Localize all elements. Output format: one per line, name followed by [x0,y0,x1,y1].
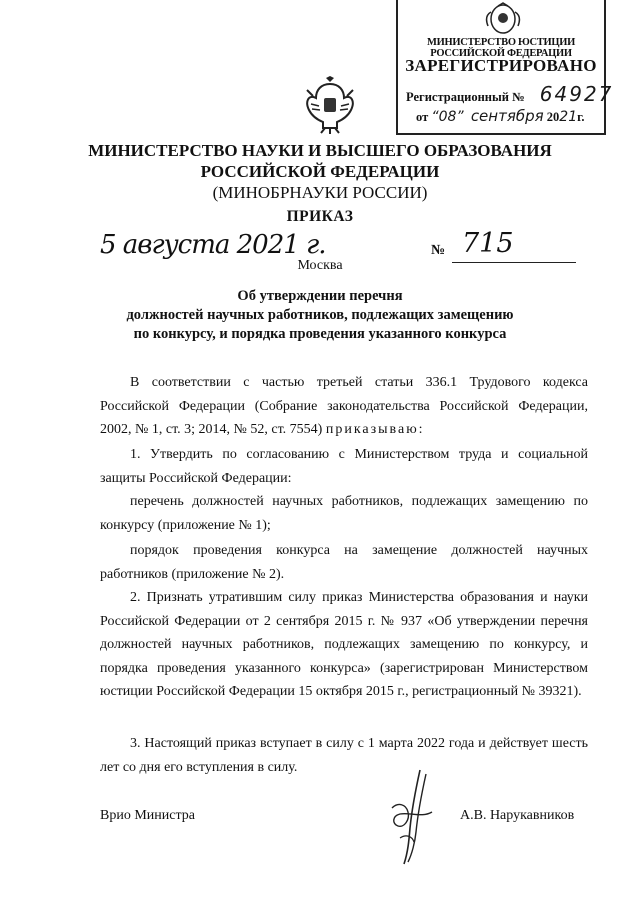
header-line1: МИНИСТЕРСТВО НАУКИ И ВЫСШЕГО ОБРАЗОВАНИЯ [88,141,552,160]
body-p3: 3. Настоящий приказ вступает в силу с 1 марта 2022 года и действует шесть лет со дня его вступления в силу. [100,736,588,775]
doc-type: ПРИКАЗ [286,208,354,225]
stamp-date-month: сентября [470,107,544,125]
stamp-registered: ЗАРЕГИСТРИРОВАНО [405,56,597,75]
stamp-date-line [416,107,585,125]
body-intro [100,371,588,442]
header-line3: (МИНОБРНАУКИ РОССИИ) [212,183,428,202]
intro-text: В соответствии с частью третьей статьи 336.1 Трудового кодекса Российской Федерации (Собрание законодательства Российской Федерации, 2002, № 1, ст. 3; 2014, № 52, ст. 7554) [100,375,588,437]
coat-of-arms-icon [480,2,526,36]
stamp-date-suffix: г. [577,110,585,124]
order-city: Москва [297,258,343,273]
header-line2: РОССИЙСКОЙ ФЕДЕРАЦИИ [200,162,440,181]
stamp-reg-line [406,82,613,106]
double-headed-eagle-icon [303,76,357,134]
signatory-position: Врио Министра [100,808,195,823]
stamp-reg-number: 64927 [539,82,614,106]
order-number-label: № [431,243,446,258]
intro-verb: приказываю: [325,422,425,437]
signatory-name: А.В. Нарукавников [460,808,575,823]
body-p1a: перечень должностей научных работников, подлежащих замещению по конкурсу (приложение № 1); [100,494,588,533]
stamp-reg-label: Регистрационный № [406,90,525,104]
stamp-date-day: “08” [431,109,464,125]
body-p1b: порядок проведения конкурса на замещение должностей научных работников (приложение № 2). [100,543,588,582]
body-p1: 1. Утвердить по согласованию с Министерством труда и социальной защиты Российской Федерации: [100,447,588,486]
handwritten-signature [382,768,442,866]
stamp-date-year: 21 [559,109,578,125]
body-p2: 2. Признать утратившим силу приказ Министерства образования и науки Российской Федерации от 2 сентября 2015 г. № 937 «Об утверждении перечня должностей научных работников, подлежащих замещению по конкурсу, и порядка проведения указанного конкурса» (зарегистрирован Министерством юстиции Российской Федерации 15 октября 2015 г., регистрационный № 39321). [100,590,588,699]
title-line1: Об утверждении перечня [237,288,403,304]
order-date-handwritten: 5 августа 2021 г. [100,230,326,260]
order-number: 715 [462,228,514,259]
stamp-date-from: от [416,110,429,124]
stamp-ministry: МИНИСТЕРСТВО ЮСТИЦИИ РОССИЙСКОЙ ФЕДЕРАЦИИ [426,37,575,59]
registration-stamp [396,0,614,135]
title-line2: должностей научных работников, подлежащих замещению [126,307,514,323]
stamp-date-year-prefix: 20 [546,110,560,124]
title-line3: по конкурсу, и порядка проведения указанного конкурса [133,326,507,342]
